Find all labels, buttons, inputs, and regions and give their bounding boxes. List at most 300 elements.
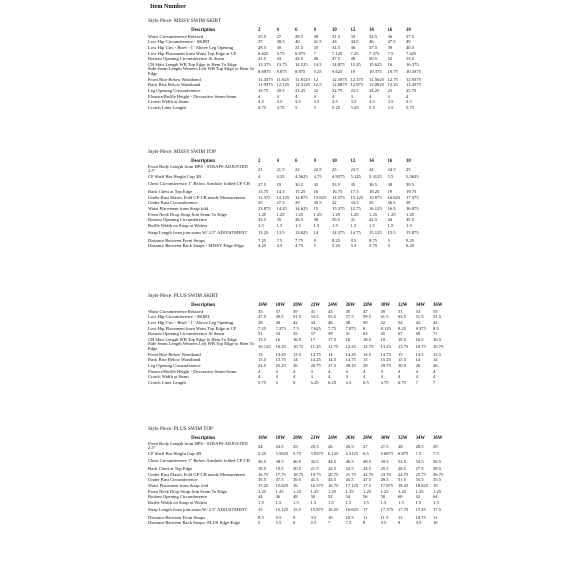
size-header: 36W (433, 302, 443, 308)
measurement-value: 15.625 (369, 61, 382, 67)
measurement-value: 13.5 (415, 351, 424, 357)
measurement-value: 6.5 (345, 379, 352, 385)
measurement-value: 8.6875 (258, 69, 271, 75)
measurement-value: 17 (363, 507, 368, 513)
measurement-value: 25.5 (380, 466, 389, 472)
measurement-value: 8.5 (275, 514, 282, 520)
measurement-value: 12.6875 (332, 82, 347, 88)
measurement-value: 3.5 (295, 99, 301, 105)
measurement-value: 4.5625 (295, 174, 308, 180)
measurement-value: 13.25 (258, 230, 269, 236)
measurement-value: 4 (258, 93, 261, 99)
measurement-value: 45.5 (406, 217, 415, 223)
measurement-value: 29 (363, 363, 368, 369)
measurement-value: 4 (363, 368, 366, 374)
measurement-value: 17.5 (363, 483, 372, 489)
measurement-value: 1.5 (415, 499, 422, 505)
measurement-value: 4.25 (276, 174, 285, 180)
measurement-value: 35.5 (258, 477, 267, 483)
measurement-value: 6.5 (363, 379, 369, 385)
measurement-label: Distance Between Front Straps (148, 237, 206, 243)
measurement-value: 15.125 (275, 507, 289, 513)
measurement-value: 15.625 (275, 483, 289, 489)
measurement-value: 13.625 (313, 194, 327, 200)
measurement-value: 61 (345, 331, 351, 337)
measurement-value: 29 (433, 443, 438, 449)
measurement-value: 6.125 (328, 451, 339, 457)
measurement-table (148, 435, 451, 526)
description-header: Description (191, 27, 215, 33)
measurement-value: 51.5 (293, 314, 302, 320)
measurement-value: 17.875 (380, 483, 394, 489)
measurement-value: 25 (406, 166, 411, 172)
measurement-value: 23.5 (345, 466, 354, 472)
size-header: 24W (328, 435, 338, 441)
measurement-value: 15.875 (406, 230, 419, 236)
measurement-value: 14 (328, 351, 333, 357)
measurement-value: 5.25 (350, 104, 359, 110)
measurement-value: 53.5 (310, 314, 319, 320)
measurement-value: 53.5 (406, 56, 415, 62)
measurement-value: 16.75 (332, 189, 343, 195)
measurement-label: Low Hip Circ - Brief - 1" Above Leg Opening (148, 45, 234, 51)
measurement-value: 13.25 (275, 351, 286, 357)
measurement-value: 30.5 (313, 200, 322, 206)
measurement-value: 26 (293, 363, 298, 369)
measurement-value: 7.5 (415, 451, 422, 457)
measurement-value: 55.5 (433, 477, 442, 483)
measurement-value: 17 (310, 336, 316, 342)
measurement-label: CF Shelf Bra Height Cup 2B (148, 174, 202, 180)
measurement-value: 3.5 (406, 99, 412, 105)
measurement-value: 42 (293, 320, 298, 326)
size-header: 16W (258, 435, 268, 441)
measurement-value: 13.5 (276, 230, 285, 236)
size-header: 32W (398, 435, 408, 441)
measurement-label: Front Neck Drop Strap Join Seam To Edge (148, 211, 227, 217)
measurement-value: 17.5 (328, 336, 337, 342)
measurement-value: 6 (293, 520, 296, 526)
measurement-value: 8 (313, 237, 316, 243)
measurement-value: 4 (293, 368, 296, 374)
measurement-value: 3.5 (350, 99, 357, 105)
measurement-label: Front Neck Drop Strap Join Seam To Edge (148, 488, 227, 494)
measurement-value: 28.5 (258, 45, 267, 51)
measurement-value: 5 (313, 243, 316, 249)
measurement-label: Flounce/Ruffle Height - Decorative Seam-Seam (148, 368, 237, 374)
table-row (148, 472, 451, 478)
style-piece-label: Style Piece: PLUS SWIM SKIRT (148, 293, 219, 299)
measurement-value: 16.25 (328, 507, 339, 513)
measurement-value: 51.5 (398, 477, 407, 483)
measurement-value: 6.3125 (345, 451, 359, 457)
spec-section-1 (148, 147, 580, 249)
measurement-value: 32 (313, 181, 319, 187)
measurement-value: 5.25 (332, 243, 341, 249)
measurement-value: 5.5625 (406, 174, 419, 180)
size-header: 26W (345, 302, 356, 308)
measurement-value: 62 (415, 494, 421, 500)
measurement-value: 15.75 (350, 206, 361, 212)
measurement-value: 10 (433, 520, 438, 526)
measurement-label: Crotch Liner Length (148, 379, 186, 385)
measurement-value: 40.5 (406, 45, 415, 51)
style-piece-label: Style Piece: MISSY SWIM TOP (148, 149, 216, 155)
measurement-value: 4 (328, 368, 331, 374)
size-header: 4 (276, 27, 279, 33)
measurement-value: 21.5 (276, 166, 285, 172)
measurement-value: 28.25 (345, 363, 356, 369)
measurement-value: 7.625 (310, 325, 321, 331)
measurement-value: 41 (350, 217, 356, 223)
measurement-label: Bottom Opening Circumference At Seam (148, 331, 225, 337)
measurement-value: 38.5 (275, 458, 284, 464)
description-header: Description (191, 302, 215, 308)
measurement-value: 15.5 (398, 357, 407, 363)
size-header: 10 (332, 27, 337, 33)
measurement-value: 43.5 (328, 477, 337, 483)
measurement-label: Crotch Width at Seam (148, 374, 189, 380)
measurement-value: 13 (258, 351, 263, 357)
size-header: 14 (369, 158, 374, 164)
measurement-value: 1.5 (295, 222, 301, 228)
measurement-value: 40 (295, 39, 300, 45)
measurement-value: 6.25 (328, 379, 337, 385)
measurement-value: 25 (387, 88, 393, 94)
measurement-value: 5.5 (369, 104, 375, 110)
size-header: 14 (369, 27, 374, 33)
measurement-value: 1.25 (387, 211, 396, 217)
spec-section-2 (148, 291, 580, 385)
measurement-value: 14 (313, 230, 319, 236)
measurement-value: 11.375 (258, 194, 271, 200)
measurement-value: 1.5 (398, 499, 404, 505)
measurement-value: 15 (313, 206, 319, 212)
style-piece-label: Style Piece: PLUS SWIM TOP (148, 426, 213, 432)
measurement-value: 18.5 (258, 466, 267, 472)
measurement-value: 16.75 (328, 483, 339, 489)
measurement-value: 22 (295, 166, 300, 172)
measurement-value: 16.5 (433, 336, 442, 342)
measurement-value: 5.5 (350, 243, 357, 249)
measurement-value: 25 (293, 443, 298, 449)
measurement-value: 1.25 (363, 488, 372, 494)
measurement-value: 4 (310, 374, 313, 380)
measurement-value: 11.9375 (258, 82, 273, 88)
measurement-label: CF Shelf Bra Height Cup 2B (148, 451, 202, 457)
measurement-value: 52 (380, 320, 386, 326)
measurement-value: 7.25 (350, 50, 359, 56)
measurement-value: 44 (258, 494, 263, 500)
size-header: 34W (415, 302, 426, 308)
measurement-value: 53.5 (415, 477, 424, 483)
measurement-value: 14 (293, 357, 298, 363)
measurement-value: 1.25 (406, 211, 415, 217)
measurement-value: 36 (350, 45, 356, 51)
measurement-label: Crotch Width at Seam (148, 99, 189, 105)
measurement-value: 37.5 (406, 33, 415, 39)
measurement-value: 7.75 (295, 237, 304, 243)
measurement-value: 27.5 (276, 200, 285, 206)
measurement-value: 60 (398, 494, 403, 500)
size-header: 8 (313, 158, 316, 164)
measurement-value: 13.75 (398, 344, 409, 350)
measurement-value: 4 (345, 374, 348, 380)
measurement-value: 41.5 (258, 56, 267, 62)
measurement-value: 8.25 (398, 325, 407, 331)
measurement-value: 71 (433, 331, 438, 337)
description-header: Description (191, 435, 215, 441)
size-header: 28W (363, 302, 373, 308)
measurement-label: Strap Length from join seam W/ 2.5" ADJUSTMENT (148, 506, 248, 512)
measurement-value: 1.25 (295, 211, 304, 217)
measurement-label: Waist Placement from Strap fold (148, 483, 209, 489)
measurement-value: 15.125 (369, 230, 382, 236)
measurement-value: 55 (433, 308, 438, 314)
measurement-value: 4 (328, 374, 331, 380)
measurement-value: 26.75 (433, 471, 444, 477)
measurement-value: 45 (345, 308, 351, 314)
size-header: 20W (293, 435, 303, 441)
measurement-value: 24.5 (363, 466, 372, 472)
measurement-value: 1.5 (275, 499, 282, 505)
measurement-value: 26.5 (398, 466, 407, 472)
measurement-value: 9 (293, 514, 296, 520)
measurement-value: 15.875 (310, 507, 324, 513)
measurement-value: 7.75 (328, 325, 337, 331)
measurement-value: 11.4375 (258, 76, 273, 82)
table-row (148, 82, 425, 88)
measurement-value: 4 (310, 368, 313, 374)
measurement-label: Ruffle Width on Strap at Widest (148, 222, 207, 228)
measurement-value: 27.5 (258, 181, 267, 187)
measurement-value: 33.5 (332, 181, 341, 187)
measurement-value: 23.5 (350, 88, 359, 94)
measurement-value: 32 (332, 200, 337, 206)
measurement-value: 1.25 (350, 211, 359, 217)
table-row (148, 243, 425, 249)
measurement-label: CB Skirt Length WB Top Edge to Hem To Edge (148, 336, 237, 342)
measurement-value: 15.875 (369, 194, 382, 200)
measurement-value: 23.5 (350, 166, 359, 172)
measurement-value: 6 (387, 243, 390, 249)
measurement-value: 34.5 (369, 33, 378, 39)
size-header: 4 (276, 158, 279, 164)
measurement-value: 1.5 (363, 499, 369, 505)
measurement-value: 7.25 (258, 325, 267, 331)
measurement-value: 4 (275, 374, 278, 380)
measurement-value: 8.125 (380, 325, 391, 331)
measurement-value: 1.5 (276, 222, 283, 228)
measurement-value: 5 (313, 104, 316, 110)
measurement-value: 1.5 (369, 222, 375, 228)
measurement-value: 1.25 (276, 211, 285, 217)
size-header: 2 (258, 27, 261, 33)
measurement-value: 14.75 (380, 351, 391, 357)
measurement-value: 4 (406, 93, 409, 99)
measurement-value: 12.375 (350, 76, 364, 82)
measurement-value: 8.75 (369, 237, 378, 243)
measurement-value: 1.25 (275, 488, 284, 494)
measurement-value: 14.75 (350, 230, 361, 236)
size-header: 22W (310, 435, 321, 441)
measurement-label: Low Hip Circumference - SKIRT (148, 39, 210, 45)
measurement-value: 14.25 (276, 206, 287, 212)
measurement-label: Low Hip Circ - Brief - 1" Above Leg Opening (148, 320, 234, 326)
measurement-value: 36.5 (387, 200, 396, 206)
size-header: 12 (350, 27, 356, 33)
measurement-value: 24.5 (275, 443, 284, 449)
size-header: 2 (258, 158, 261, 164)
measurement-value: 6 (275, 379, 278, 385)
measurement-value: 17.75 (275, 471, 286, 477)
measurement-value: 19 (387, 189, 393, 195)
measurement-value: 14.375 (332, 194, 345, 200)
measurement-value: 26.75 (310, 363, 321, 369)
measurement-value: 39 (387, 45, 393, 51)
measurement-value: 5.3125 (369, 174, 382, 180)
measurement-value: 49 (380, 308, 386, 314)
measurement-value: 13.25 (387, 82, 398, 88)
measurement-value: 4 (313, 93, 316, 99)
table-row (148, 342, 451, 351)
measurement-value: 4 (380, 368, 383, 374)
measurement-value: 27.5 (328, 363, 337, 369)
measurement-value: 22.5 (328, 466, 337, 472)
size-header: 8 (313, 27, 316, 33)
measurement-value: 43 (276, 56, 282, 62)
measurement-value: 1.25 (380, 488, 389, 494)
measurement-value: 1.25 (433, 488, 442, 494)
measurement-value: 49 (350, 56, 356, 62)
measurement-value: 15.25 (258, 483, 269, 489)
measurement-value: 16.5 (415, 336, 424, 342)
measurement-value: 52 (387, 56, 393, 62)
measurement-value: 8.375 (415, 325, 426, 331)
measurement-value: 50 (363, 320, 368, 326)
table-row (148, 77, 425, 83)
measurement-value: 3.5 (332, 99, 338, 105)
measurement-value: 43 (328, 308, 333, 314)
measurement-label: Side Seam Length Wearers Left WB Top Edge to Hem To Edge (148, 67, 255, 76)
measurement-label: Low Hip Circumference - SKIRT (148, 314, 210, 320)
measurement-value: 13.5 (433, 351, 442, 357)
measurement-value: 11.75 (328, 344, 339, 350)
measurement-value: 42.5 (369, 217, 378, 223)
measurement-value: 29 (295, 200, 300, 206)
measurement-value: 7 (433, 379, 436, 385)
measurement-value: 7.375 (275, 325, 286, 331)
measurement-value: 11 (363, 514, 368, 520)
measurement-value: 5.25 (332, 104, 341, 110)
measurement-value: 7.375 (369, 50, 380, 56)
measurement-value: 14.875 (332, 61, 345, 67)
measurement-value: 30.5 (398, 363, 407, 369)
measurement-value: 46 (328, 320, 333, 326)
measurement-value: 10.75 (433, 344, 444, 350)
measurement-label: Front Body Length from HPS - STRAPS ADJUSTED 2.5" (148, 164, 248, 174)
measurement-value: 63 (363, 331, 368, 337)
measurement-value: 17.5 (350, 189, 359, 195)
measurement-value: 9.625 (332, 69, 343, 75)
measurement-label: Under Bust Elastic Fold CF-CB inside Measurement (148, 194, 245, 200)
measurement-value: 19.75 (310, 471, 321, 477)
measurement-value: 33.5 (350, 200, 359, 206)
measurement-value: 52.5 (398, 458, 407, 464)
measurement-value: 47.5 (363, 477, 372, 483)
measurement-value: 16.125 (369, 206, 382, 212)
measurement-value: 17.375 (380, 507, 394, 513)
size-header: 26W (345, 435, 356, 441)
measurement-value: 26 (415, 363, 421, 369)
measurement-value: 21 (258, 166, 263, 172)
style-piece-label: Style Piece: MISSY SWIM SKIRT (148, 18, 221, 24)
size-header: 34W (415, 435, 426, 441)
measurement-value: 13.0625 (369, 82, 384, 88)
measurement-label: Flounce/Ruffle Height - Decorative Seam-Seam (148, 93, 237, 99)
measurement-value: 3.5 (369, 99, 375, 105)
measurement-value: 33 (350, 33, 356, 39)
measurement-value: 13.4375 (406, 82, 421, 88)
measurement-value: 16.375 (310, 483, 324, 489)
measurement-value: 5.5 (275, 520, 282, 526)
measurement-label: Back Chest at Top Edge (148, 189, 193, 195)
measurement-value: 8.5 (433, 325, 439, 331)
measurement-value: 47 (363, 308, 368, 314)
measurement-value: 53 (415, 308, 421, 314)
measurement-value: 1.5 (258, 222, 264, 228)
measurement-value: 1.5 (310, 499, 317, 505)
measurement-value: 5 (258, 520, 261, 526)
measurement-value: 41.5 (310, 477, 319, 483)
measurement-value: 23.75 (380, 471, 391, 477)
measurement-value: 25 (258, 200, 263, 206)
measurement-value: 4 (350, 93, 353, 99)
table-row (148, 442, 451, 451)
measurement-value: 4 (258, 368, 261, 374)
measurement-value: 5.5 (387, 174, 394, 180)
size-header: 24W (328, 302, 338, 308)
measurement-value: 48.5 (363, 458, 372, 464)
measurement-label: Strap Length from join seam W/ 2.5" ADJUSTMENT (148, 229, 248, 235)
measurement-value: 28.5 (433, 466, 442, 472)
measurement-label: Chest Circumference 1" Below Armhole folded CF-CB (148, 458, 250, 464)
measurement-value: 17.25 (415, 507, 426, 513)
measurement-label: Front Body Length from HPS - STRAPS ADJUSTED 2.5" (148, 441, 248, 451)
measurement-value: 36.5 (295, 217, 304, 223)
measurement-value: 6 (293, 379, 296, 385)
size-header: 32W (398, 302, 408, 308)
spec-section-3 (148, 424, 580, 526)
measurement-value: 15.375 (332, 206, 345, 212)
measurement-value: 20.5 (276, 88, 285, 94)
measurement-value: 47.5 (332, 56, 341, 62)
measurement-value: 4.25 (258, 243, 267, 249)
measurement-label: Distance Between Back Straps -PLUS Edge-Edge (148, 520, 240, 526)
measurement-value: 47.5 (258, 314, 267, 320)
measurement-value: 40 (275, 320, 281, 326)
measurement-value: 25.5 (310, 443, 319, 449)
size-header: 18W (275, 435, 286, 441)
measurement-label: Bottom Opening Circumference (148, 494, 208, 500)
measurement-value: 15.125 (350, 194, 364, 200)
measurement-value: 29.75 (380, 363, 391, 369)
measurement-value: 6.5 (310, 520, 317, 526)
measurement-value: 4.75 (258, 104, 267, 110)
measurement-value: 39.5 (406, 181, 415, 187)
measurement-value: 4 (276, 93, 279, 99)
measurement-label: Bottom Opening Circumference At Seam (148, 56, 225, 62)
